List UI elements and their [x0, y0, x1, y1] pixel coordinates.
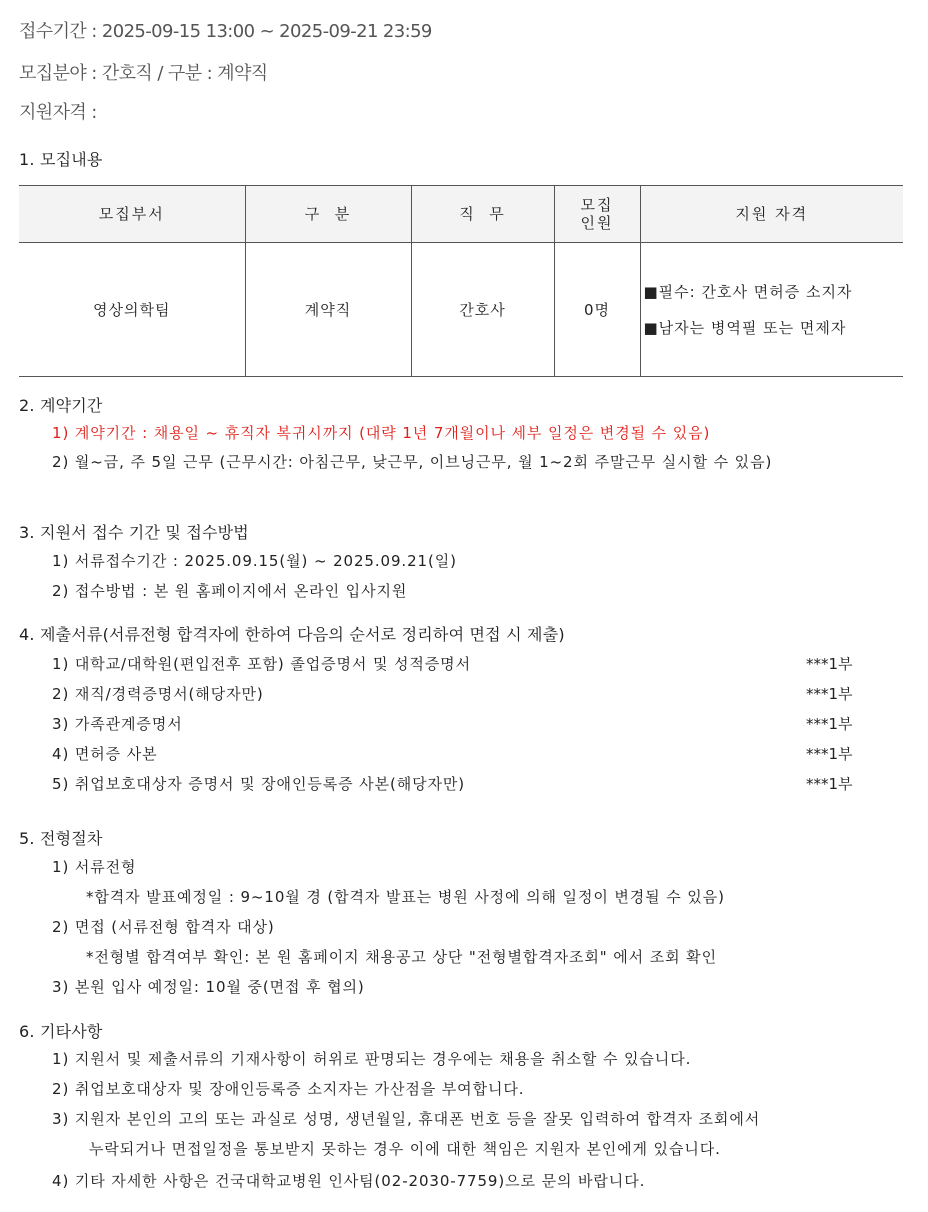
col-count: 모집 인원	[554, 186, 640, 243]
cell-count: 0명	[554, 243, 640, 377]
recruit-field: 모집분야 : 간호직 / 구분 : 계약직	[19, 63, 268, 84]
col-job: 직 무	[411, 186, 554, 243]
etc-item-3-cont: 누락되거나 면접일정을 통보받지 못하는 경우 이에 대한 책임은 지원자 본인에게 있습니다.	[89, 1140, 721, 1158]
section-process-title: 5. 전형절차	[19, 829, 103, 848]
qual-military: ■남자는 병역필 또는 면제자	[643, 318, 847, 337]
document-item-1: 1) 대학교/대학원(편입전후 포함) 졸업증명서 및 성적증명서	[52, 655, 471, 673]
contract-item-2: 2) 월~금, 주 5일 근무 (근무시간: 아침근무, 낮근무, 이브닝근무, 월 1~2회 주말근무 실시할 수 있음)	[52, 453, 773, 471]
cell-job: 간호사	[411, 243, 554, 377]
document-item-4: 4) 면허증 사본	[52, 745, 158, 763]
etc-item-3: 3) 지원자 본인의 고의 또는 과실로 성명, 생년월일, 휴대폰 번호 등을 잘못 입력하여 합격자 조회에서	[52, 1110, 761, 1128]
recruit-table	[19, 185, 903, 377]
section-etc-title: 6. 기타사항	[19, 1022, 103, 1041]
process-item-1: 1) 서류전형	[52, 858, 137, 876]
col-dept: 모집부서	[19, 186, 245, 243]
contract-item-1: 1) 계약기간 : 채용일 ~ 휴직자 복귀시까지 (대략 1년 7개월이나 세부 일정은 변경될 수 있음)	[52, 424, 711, 442]
process-note-2: *전형별 합격여부 확인: 본 원 홈페이지 채용공고 상단 "전형별합격자조회" 에서 조회 확인	[86, 948, 717, 966]
qualification-label: 지원자격 :	[19, 102, 97, 123]
cell-type: 계약직	[245, 243, 411, 377]
col-type: 구 분	[245, 186, 411, 243]
document-copies-1: ***1부	[806, 655, 853, 673]
section-application-title: 3. 지원서 접수 기간 및 접수방법	[19, 523, 249, 542]
application-item-2: 2) 접수방법 : 본 원 홈페이지에서 온라인 입사지원	[52, 582, 408, 600]
document-copies-3: ***1부	[806, 715, 853, 733]
document-copies-4: ***1부	[806, 745, 853, 763]
cell-quals	[640, 243, 903, 377]
document-item-5: 5) 취업보호대상자 증명서 및 장애인등록증 사본(해당자만)	[52, 775, 466, 793]
document-copies-5: ***1부	[806, 775, 853, 793]
process-note-1: *합격자 발표예정일 : 9~10월 경 (합격자 발표는 병원 사정에 의해 일정이 변경될 수 있음)	[86, 888, 725, 906]
etc-item-1: 1) 지원서 및 제출서류의 기재사항이 허위로 판명되는 경우에는 채용을 취소할 수 있습니다.	[52, 1050, 692, 1068]
section-contract-title: 2. 계약기간	[19, 396, 103, 415]
process-item-2: 2) 면접 (서류전형 합격자 대상)	[52, 918, 275, 936]
section-recruit-title: 1. 모집내용	[19, 150, 103, 169]
application-item-1: 1) 서류접수기간 : 2025.09.15(월) ~ 2025.09.21(일)	[52, 552, 457, 570]
process-item-3: 3) 본원 입사 예정일: 10월 중(면접 후 협의)	[52, 978, 365, 996]
document-copies-2: ***1부	[806, 685, 853, 703]
cell-dept: 영상의학팀	[19, 243, 245, 377]
table-header-row	[19, 186, 903, 243]
col-quals: 지원 자격	[640, 186, 903, 243]
etc-item-2: 2) 취업보호대상자 및 장애인등록증 소지자는 가산점을 부여합니다.	[52, 1080, 525, 1098]
qual-required: ■필수: 간호사 면허증 소지자	[643, 282, 853, 301]
application-period: 접수기간 : 2025-09-15 13:00 ~ 2025-09-21 23:59	[19, 21, 432, 42]
document-item-2: 2) 재직/경력증명서(해당자만)	[52, 685, 264, 703]
table-row	[19, 243, 903, 377]
document-item-3: 3) 가족관계증명서	[52, 715, 183, 733]
etc-item-4: 4) 기타 자세한 사항은 건국대학교병원 인사팀(02-2030-7759)으로 문의 바랍니다.	[52, 1172, 646, 1190]
section-documents-title: 4. 제출서류(서류전형 합격자에 한하여 다음의 순서로 정리하여 면접 시 제출)	[19, 625, 565, 644]
